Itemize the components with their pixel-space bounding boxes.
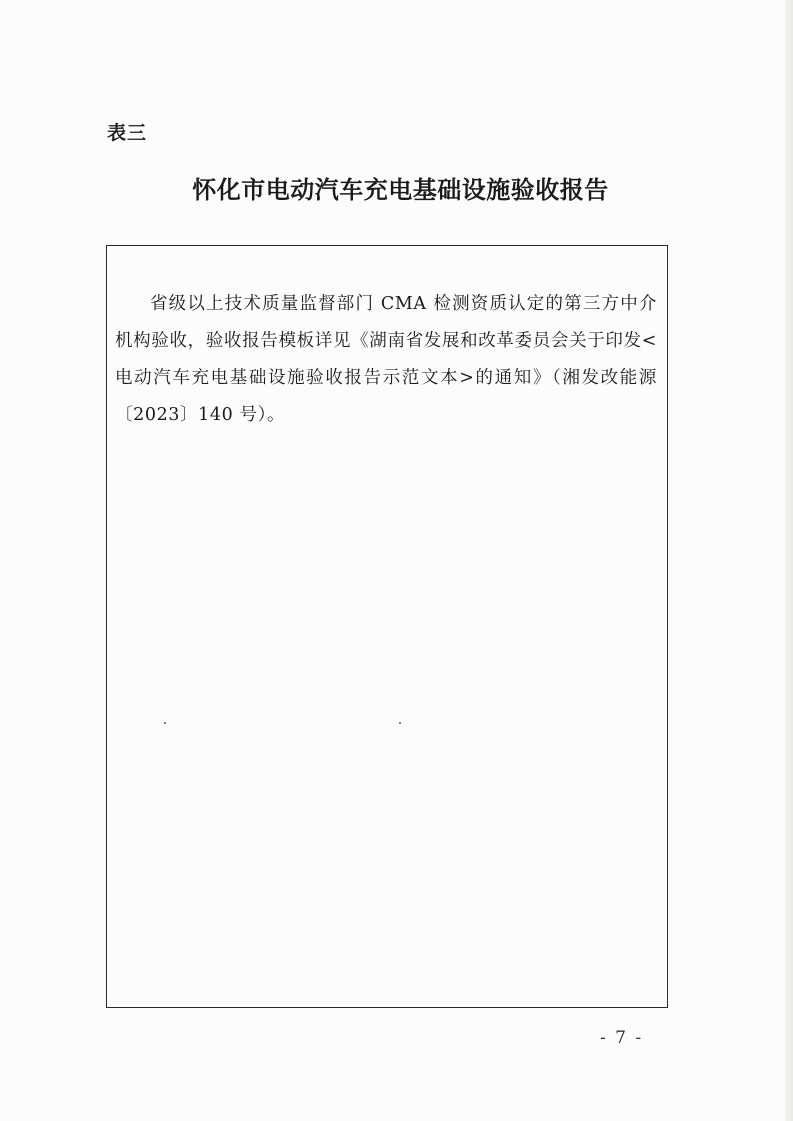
content-frame [106, 245, 668, 1008]
document-title: 怀化市电动汽车充电基础设施验收报告 [192, 176, 609, 204]
scan-speck [399, 722, 401, 724]
body-paragraph: 省级以上技术质量监督部门 CMA 检测资质认定的第三方中介机构验收，验收报告模板详见《湖南省发展和改革委员会关于印发<电动汽车充电基础设施验收报告示范文本>的通知》（湘发改能源〔2023〕140 号）。 [115, 294, 657, 425]
scan-speck [164, 722, 166, 724]
table-label: 表三 [107, 122, 148, 144]
page-edge [785, 0, 793, 1121]
page-number: - 7 - [600, 1028, 644, 1048]
